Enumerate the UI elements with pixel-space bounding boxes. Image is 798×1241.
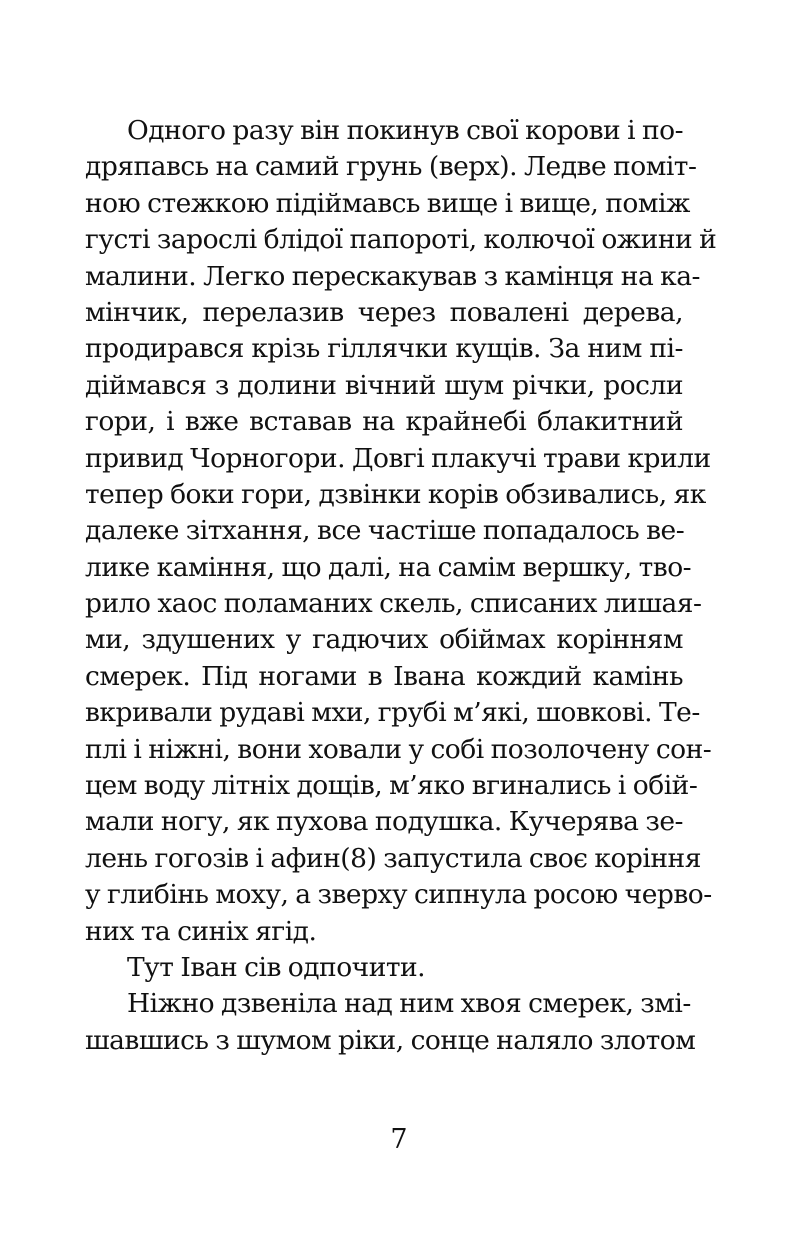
text-line: рило хаос поламаних скель, списаних лишая- — [85, 588, 702, 620]
text-line: дряпавсь на самий грунь (верх). Ледве поміт- — [85, 151, 697, 183]
text-line: гори, і вже вставав на крайнебі блакитний — [85, 406, 683, 438]
text-line: вкривали рудаві мхи, грубі м’які, шовкові. Те- — [85, 697, 700, 729]
text-line: продирався крізь гіллячки кущів. За ним пі- — [85, 333, 683, 365]
page-number: 7 — [390, 1124, 408, 1155]
text-line: мінчик, перелазив через повалені дерева, — [85, 296, 683, 328]
text-line: Одного разу він покинув свої корови і по- — [127, 115, 684, 146]
text-line: привид Чорногори. Довгі плакучі трави крили — [85, 442, 711, 474]
text-line: ми, здушених у гадючих обіймах корінням — [85, 624, 683, 656]
text-line: смерек. Під ногами в Івана кождий камінь — [85, 660, 683, 692]
page-body-text — [85, 113, 717, 1059]
text-line: у глибінь моху, а зверху сипнула росою черво- — [85, 879, 712, 911]
text-line: далеке зітхання, все частіше попадалось ве- — [85, 515, 685, 547]
text-line: лень гогозів і афин(8) запустила своє коріння — [85, 842, 701, 874]
text-line: шавшись з шумом ріки, сонце наляло злотом — [85, 1024, 696, 1056]
text-line: малини. Легко перескакував з камінця на ка- — [85, 260, 700, 292]
text-line: діймався з долини вічний шум річки, росли — [85, 369, 683, 401]
text-line: густі зарослі блідої папороті, колючої ожини й — [85, 224, 717, 256]
text-line: тепер боки гори, дзвінки корів обзивались, як — [85, 478, 706, 510]
text-line: плі і ніжні, вони ховали у собі позолочену сон- — [85, 733, 712, 765]
text-line: цем воду літніх дощів, м’яко вгинались і обій- — [85, 770, 698, 802]
text-line: лике каміння, що далі, на самім вершку, тво- — [85, 551, 692, 583]
text-line: Тут Іван сів одпочити. — [127, 951, 426, 983]
text-line: ною стежкою підіймавсь вище і вище, поміж — [85, 187, 690, 219]
text-line: мали ногу, як пухова подушка. Кучерява зе- — [85, 806, 683, 838]
text-line: Ніжно дзвеніла над ним хвоя смерек, змі- — [127, 988, 691, 1020]
text-line: них та синіх ягід. — [85, 915, 317, 947]
